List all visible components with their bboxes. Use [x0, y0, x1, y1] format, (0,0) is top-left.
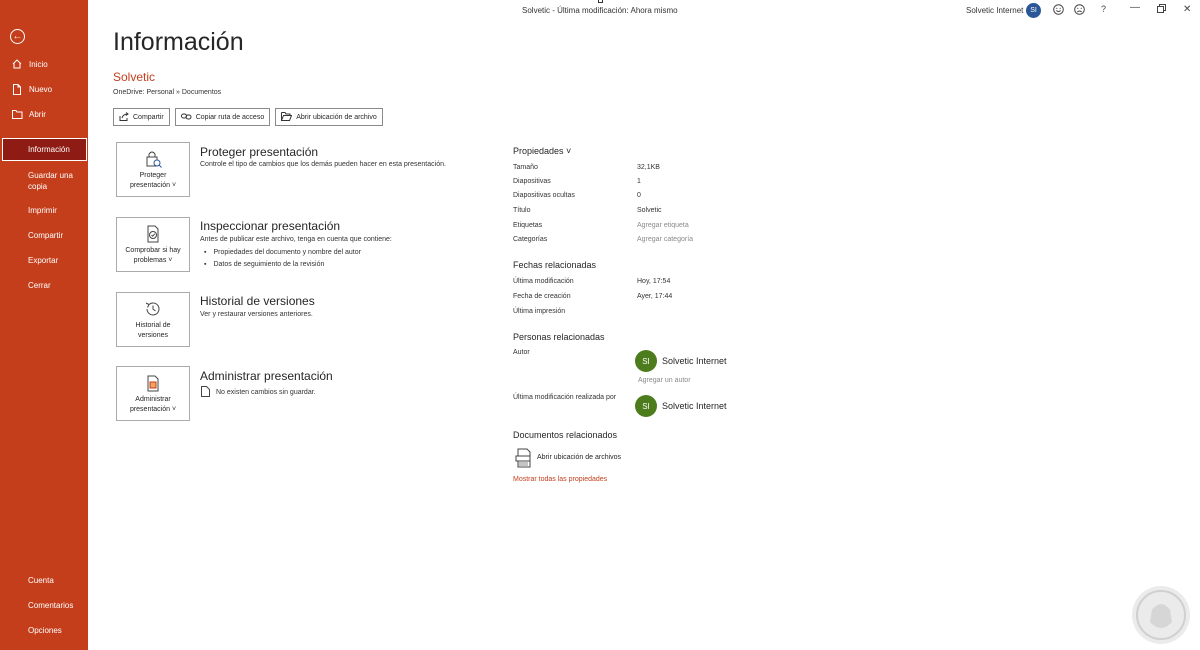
- prop-value: Ayer, 17:44: [637, 293, 673, 300]
- open-location-label: Abrir ubicación de archivo: [296, 113, 377, 121]
- sidebar-item-exportar[interactable]: [0, 255, 88, 266]
- prop-value: 32,1KB: [637, 164, 660, 171]
- sidebar-item-label: Nuevo: [29, 84, 53, 94]
- breadcrumb: OneDrive: Personal » Documentos: [113, 89, 222, 96]
- author-label: Autor: [513, 349, 530, 356]
- sidebar-item-label: Información: [28, 145, 70, 154]
- prop-value: 1: [637, 178, 641, 185]
- backstage-sidebar: [0, 0, 88, 650]
- prop-value: 0: [637, 192, 641, 199]
- sidebar-item-nuevo[interactable]: [0, 83, 88, 95]
- card-label: problemas ˅: [133, 257, 173, 264]
- sidebar-item-guardar-copia[interactable]: [0, 170, 88, 192]
- close-icon[interactable]: ✕: [1183, 4, 1192, 15]
- section-title: Inspeccionar presentación: [200, 219, 341, 233]
- sidebar-item-opciones[interactable]: [0, 625, 88, 636]
- sidebar-item-informacion[interactable]: [2, 138, 87, 161]
- section-title: Administrar presentación: [200, 369, 333, 383]
- card-label: Comprobar si hay: [125, 247, 181, 254]
- help-icon[interactable]: ?: [1101, 4, 1107, 14]
- inspect-document-icon: [143, 224, 163, 244]
- document-name: Solvetic: [113, 70, 156, 84]
- title-field[interactable]: Solvetic: [637, 207, 662, 214]
- section-description: Controle el tipo de cambios que los demás pueden hacer en esta presentación.: [200, 161, 446, 168]
- prop-label: Fecha de creación: [513, 293, 571, 300]
- prop-value: Hoy, 17:54: [637, 278, 671, 285]
- restore-icon[interactable]: [1157, 4, 1166, 16]
- prop-label: Título: [513, 207, 531, 214]
- minimize-icon[interactable]: —: [1130, 2, 1140, 13]
- card-label: presentación ˅: [129, 182, 177, 189]
- share-button-label: Compartir: [133, 113, 164, 121]
- related-docs-heading: Documentos relacionados: [513, 430, 618, 440]
- sidebar-item-imprimir[interactable]: [0, 205, 88, 216]
- card-label: Administrar: [135, 396, 171, 403]
- page-title: Información: [113, 28, 244, 56]
- properties-heading[interactable]: Propiedades ˅: [513, 146, 572, 156]
- section-title: Proteger presentación: [200, 145, 319, 159]
- smile-feedback-icon[interactable]: [1053, 4, 1064, 18]
- prop-label: Última modificación: [513, 278, 574, 285]
- inspection-list: [204, 247, 361, 271]
- prop-label: Diapositivas: [513, 178, 551, 185]
- user-name[interactable]: Solvetic Internet: [966, 6, 1024, 15]
- avatar[interactable]: SI: [635, 350, 657, 372]
- document-icon: [201, 386, 210, 399]
- sidebar-item-compartir[interactable]: [0, 230, 88, 241]
- card-label: presentación ˅: [129, 406, 177, 413]
- copy-path-button[interactable]: [175, 108, 270, 126]
- sidebar-item-label: Imprimir: [28, 206, 57, 215]
- link-icon: [181, 113, 192, 122]
- sidebar-item-label: Abrir: [29, 109, 46, 119]
- section-description-row: [201, 386, 316, 399]
- sidebar-item-label: Cuenta: [28, 576, 54, 585]
- share-icon: [119, 112, 129, 123]
- section-description: No existen cambios sin guardar.: [216, 389, 316, 396]
- back-arrow-icon[interactable]: ←: [10, 29, 25, 44]
- avatar[interactable]: SI: [1026, 3, 1041, 18]
- card-label: Historial de: [135, 322, 171, 329]
- card-label: Proteger: [139, 172, 167, 179]
- sidebar-item-inicio[interactable]: [0, 58, 88, 70]
- manage-presentation-button[interactable]: [116, 366, 190, 421]
- modified-by-name[interactable]: Solvetic Internet: [662, 401, 727, 411]
- copy-path-label: Copiar ruta de acceso: [195, 113, 265, 121]
- sidebar-item-cerrar[interactable]: [0, 280, 88, 291]
- folder-open-icon: [11, 108, 23, 120]
- share-button[interactable]: [113, 108, 170, 126]
- html-document-icon: [515, 448, 533, 468]
- prop-label: Etiquetas: [513, 222, 543, 229]
- window-title: Solvetic - Última modificación: Ahora mismo: [522, 6, 678, 15]
- people-heading: Personas relacionadas: [513, 332, 605, 342]
- sidebar-item-label: Cerrar: [28, 281, 51, 290]
- sidebar-item-label: Exportar: [28, 256, 59, 265]
- list-item: ▪ Datos de seguimiento de la revisión: [204, 259, 361, 271]
- resize-handle-top[interactable]: [598, 0, 603, 3]
- add-author-link[interactable]: Agregar un autor: [638, 377, 691, 384]
- sidebar-item-label: Opciones: [28, 626, 62, 635]
- home-icon: [11, 58, 23, 70]
- folder-open-icon: [281, 112, 292, 123]
- card-label: versiones: [138, 332, 168, 339]
- prop-label: Última impresión: [513, 308, 566, 315]
- section-description: Antes de publicar este archivo, tenga en cuenta que contiene:: [200, 236, 392, 243]
- sidebar-item-label: Comentarios: [28, 601, 74, 610]
- section-description: Ver y restaurar versiones anteriores.: [200, 311, 313, 318]
- history-icon: [143, 299, 163, 319]
- prop-label: Categorías: [513, 236, 548, 243]
- version-history-button[interactable]: [116, 292, 190, 347]
- dates-heading: Fechas relacionadas: [513, 260, 597, 270]
- lock-key-icon: [143, 149, 163, 169]
- sidebar-item-label: Inicio: [29, 59, 48, 69]
- show-all-properties-link[interactable]: Mostrar todas las propiedades: [513, 476, 608, 483]
- list-item: ▪ Propiedades del documento y nombre del autor: [204, 247, 361, 259]
- check-issues-button[interactable]: [116, 217, 190, 272]
- action-buttons: [113, 108, 388, 126]
- new-document-icon: [11, 83, 23, 95]
- sidebar-item-cuenta[interactable]: [0, 575, 88, 586]
- tags-field[interactable]: Agregar etiqueta: [637, 222, 689, 229]
- author-name[interactable]: Solvetic Internet: [662, 356, 727, 366]
- manage-document-icon: [143, 373, 163, 393]
- sidebar-item-label: Guardar una copia: [28, 171, 73, 191]
- sidebar-item-label: Compartir: [28, 231, 64, 240]
- sidebar-item-abrir[interactable]: [0, 108, 88, 120]
- open-file-location-link[interactable]: Abrir ubicación de archivos: [537, 454, 622, 461]
- prop-label: Diapositivas ocultas: [513, 192, 575, 199]
- section-title: Historial de versiones: [200, 294, 315, 308]
- sidebar-item-comentarios[interactable]: [0, 600, 88, 611]
- prop-label: Tamaño: [513, 164, 538, 171]
- categories-field[interactable]: Agregar categoría: [637, 236, 694, 243]
- open-location-button[interactable]: [275, 108, 383, 126]
- watermark-logo-icon: [1130, 584, 1192, 646]
- modified-by-label: Última modificación realizada por: [513, 394, 617, 401]
- frown-feedback-icon[interactable]: [1074, 4, 1085, 18]
- avatar[interactable]: SI: [635, 395, 657, 417]
- protect-presentation-button[interactable]: [116, 142, 190, 197]
